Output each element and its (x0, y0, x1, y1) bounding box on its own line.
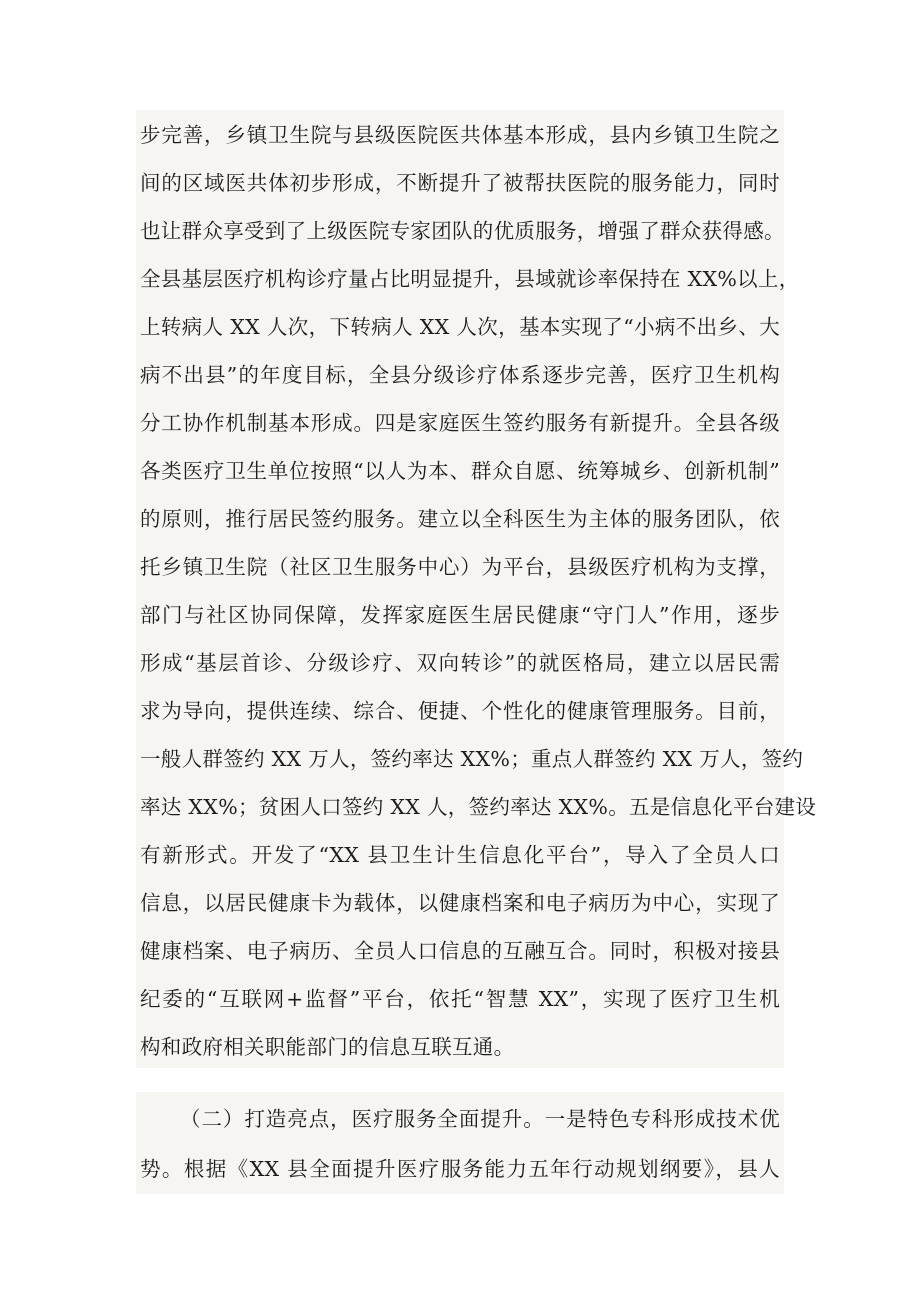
paragraph-line: 纪委的“互联网+监督”平台，依托“智慧 XX”，实现了医疗卫生机 (140, 987, 780, 1011)
paragraph-block-2 (136, 1092, 784, 1194)
paragraph-line: 求为导向，提供连续、综合、便捷、个性化的健康管理服务。目前， (140, 699, 780, 723)
paragraph-line: 的原则，推行居民签约服务。建立以全科医生为主体的服务团队，依 (140, 507, 780, 531)
paragraph-line: 部门与社区协同保障，发挥家庭医生居民健康“守门人”作用，逐步 (140, 603, 780, 627)
paragraph-line: （二）打造亮点，医疗服务全面提升。一是特色专科形成技术优 (180, 1107, 780, 1131)
paragraph-line: 步完善，乡镇卫生院与县级医院医共体基本形成，县内乡镇卫生院之 (140, 123, 780, 147)
paragraph-line: 上转病人 XX 人次，下转病人 XX 人次，基本实现了“小病不出乡、大 (140, 315, 780, 339)
paragraph-line: 全县基层医疗机构诊疗量占比明显提升，县域就诊率保持在 XX%以上， (140, 267, 800, 291)
paragraph-line: 势。根据《XX 县全面提升医疗服务能力五年行动规划纲要》，县人 (140, 1157, 780, 1181)
paragraph-line: 形成“基层首诊、分级诊疗、双向转诊”的就医格局，建立以居民需 (140, 651, 780, 675)
paragraph-line: 有新形式。开发了“XX 县卫生计生信息化平台”，导入了全员人口 (140, 843, 780, 867)
paragraph-line: 也让群众享受到了上级医院专家团队的优质服务，增强了群众获得感。 (140, 219, 785, 243)
paragraph-line: 各类医疗卫生单位按照“以人为本、群众自愿、统筹城乡、创新机制” (140, 459, 780, 483)
paragraph-line: 健康档案、电子病历、全员人口信息的互融互合。同时，积极对接县 (140, 939, 780, 963)
paragraph-block-1 (136, 110, 817, 1068)
paragraph-line: 间的区域医共体初步形成，不断提升了被帮扶医院的服务能力，同时 (140, 171, 780, 195)
paragraph-line: 信息，以居民健康卡为载体，以健康档案和电子病历为中心，实现了 (140, 891, 780, 915)
paragraph-line: 构和政府相关职能部门的信息互联互通。 (140, 1035, 515, 1059)
paragraph-line: 率达 XX%；贫困人口签约 XX 人，签约率达 XX%。五是信息化平台建设 (140, 795, 817, 819)
paragraph-line: 病不出县”的年度目标，全县分级诊疗体系逐步完善，医疗卫生机构 (140, 363, 780, 387)
paragraph-line: 分工协作机制基本形成。四是家庭医生签约服务有新提升。全县各级 (140, 411, 780, 435)
paragraph-line: 一般人群签约 XX 万人，签约率达 XX%；重点人群签约 XX 万人，签约 (140, 747, 804, 771)
paragraph-line: 托乡镇卫生院（社区卫生服务中心）为平台，县级医疗机构为支撑， (140, 555, 780, 579)
